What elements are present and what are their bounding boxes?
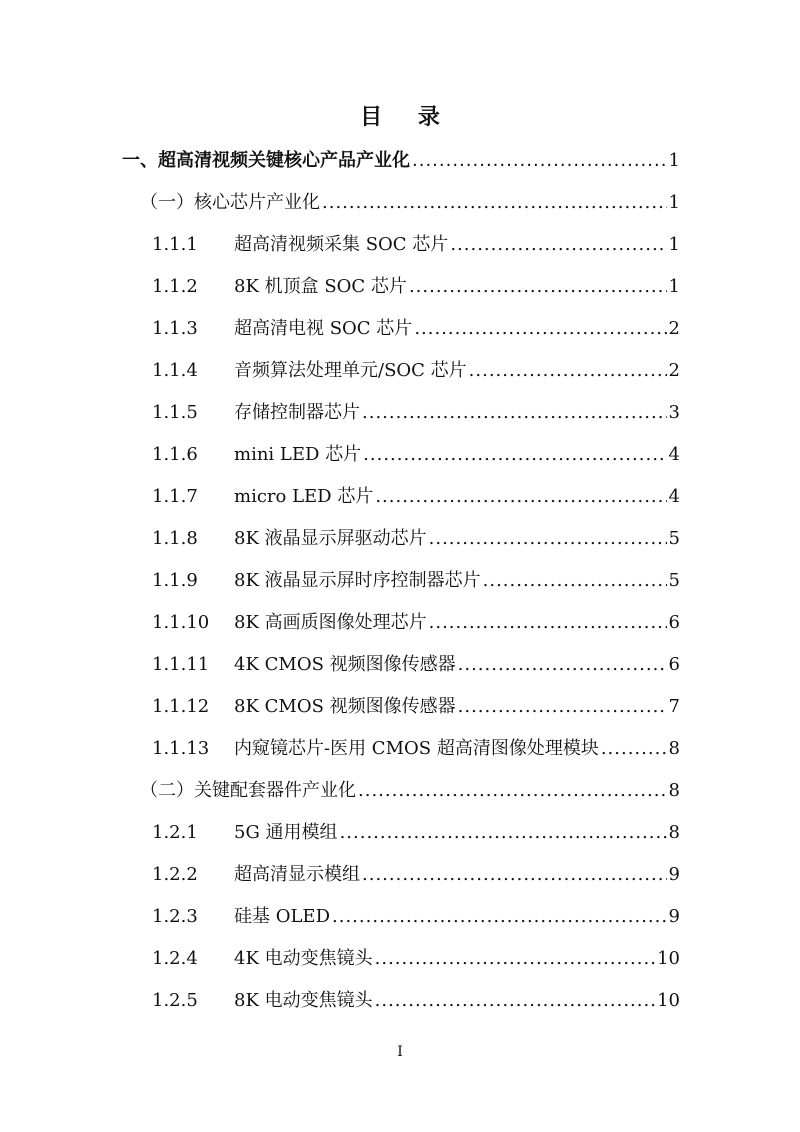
toc-entry-number: 1.2.3 xyxy=(152,906,198,927)
toc-entry-text: 音频算法处理单元/SOC 芯片 xyxy=(234,360,467,381)
toc-entry-number: 1.1.6 xyxy=(152,444,198,465)
leader-dots xyxy=(429,528,667,549)
toc-entry-text: （二）关键配套器件产业化 xyxy=(140,780,356,801)
toc-item[interactable] xyxy=(0,432,800,474)
toc-entry-number: 1.1.5 xyxy=(152,402,198,423)
toc-entry-number: 1.1.9 xyxy=(152,570,198,591)
toc-entry-page: 1 xyxy=(668,276,680,297)
leader-dots xyxy=(362,402,667,423)
toc-item[interactable] xyxy=(0,264,800,306)
toc-subsection-1[interactable] xyxy=(0,180,800,222)
toc-entry-text: 8K 机顶盒 SOC 芯片 xyxy=(234,276,407,297)
toc-item[interactable] xyxy=(0,222,800,264)
toc-entry-text: 超高清显示模组 xyxy=(234,864,360,885)
toc-entry-page: 9 xyxy=(668,864,680,885)
toc-item[interactable] xyxy=(0,600,800,642)
toc-entry-text: （一）核心芯片产业化 xyxy=(140,192,320,213)
page-title: 目 录 xyxy=(360,105,454,130)
toc-item[interactable] xyxy=(0,726,800,768)
leader-dots xyxy=(412,150,667,171)
toc-item[interactable] xyxy=(0,684,800,726)
toc-entry-number: 1.1.2 xyxy=(152,276,198,297)
toc-entry-page: 1 xyxy=(668,192,680,213)
leader-dots xyxy=(340,822,667,843)
toc-item[interactable] xyxy=(0,306,800,348)
toc-item[interactable] xyxy=(0,936,800,978)
toc-entry-text: micro LED 芯片 xyxy=(234,486,374,507)
toc-entry-page: 3 xyxy=(668,402,680,423)
toc-item[interactable] xyxy=(0,852,800,894)
toc-entry-page: 2 xyxy=(668,360,680,381)
toc-entry-page: 10 xyxy=(657,990,680,1011)
toc-entry-text: 5G 通用模组 xyxy=(234,822,338,843)
toc-entry-page: 1 xyxy=(668,234,680,255)
toc-entry-number: 1.1.13 xyxy=(152,738,210,759)
toc-entry-number: 1.1.10 xyxy=(152,612,210,633)
toc-entry-number: 1.1.3 xyxy=(152,318,198,339)
toc-entry-text: 硅基 OLED xyxy=(234,906,331,927)
toc-entry-number: 1.2.1 xyxy=(152,822,198,843)
toc-entry-text: 超高清电视 SOC 芯片 xyxy=(234,318,413,339)
toc-entry-number: 1.1.1 xyxy=(152,234,198,255)
toc-entry-number: 1.1.4 xyxy=(152,360,198,381)
toc-entry-text: 8K CMOS 视频图像传感器 xyxy=(234,696,456,717)
toc-entry-page: 6 xyxy=(668,654,680,675)
toc-item[interactable] xyxy=(0,474,800,516)
toc-entry-text: 一、超高清视频关键核心产品产业化 xyxy=(122,150,410,171)
toc-entry-page: 2 xyxy=(668,318,680,339)
toc-entry-number: 1.1.11 xyxy=(152,654,210,675)
toc-entry-number: 1.1.8 xyxy=(152,528,198,549)
toc-entry-text: 4K 电动变焦镜头 xyxy=(234,948,373,969)
toc-item[interactable] xyxy=(0,558,800,600)
toc-item[interactable] xyxy=(0,978,800,1020)
toc-entry-number: 1.2.4 xyxy=(152,948,198,969)
table-of-contents xyxy=(0,138,800,1020)
toc-entry-page: 8 xyxy=(668,822,680,843)
toc-entry-page: 9 xyxy=(668,906,680,927)
toc-entry-page: 5 xyxy=(668,528,680,549)
leader-dots xyxy=(429,612,667,633)
leader-dots xyxy=(362,864,667,885)
leader-dots xyxy=(458,696,667,717)
toc-item[interactable] xyxy=(0,810,800,852)
toc-item[interactable] xyxy=(0,348,800,390)
leader-dots xyxy=(375,990,655,1011)
leader-dots xyxy=(375,948,655,969)
toc-entry-text: 存储控制器芯片 xyxy=(234,402,360,423)
toc-entry-text: mini LED 芯片 xyxy=(234,444,362,465)
leader-dots xyxy=(375,486,666,507)
leader-dots xyxy=(322,192,667,213)
toc-entry-number: 1.1.12 xyxy=(152,696,210,717)
toc-entry-page: 8 xyxy=(668,780,680,801)
toc-entry-page: 10 xyxy=(657,948,680,969)
toc-subsection-2[interactable] xyxy=(0,768,800,810)
leader-dots xyxy=(469,360,667,381)
toc-entry-page: 8 xyxy=(668,738,680,759)
leader-dots xyxy=(458,654,667,675)
toc-entry-number: 1.2.2 xyxy=(152,864,198,885)
toc-entry-text: 8K 电动变焦镜头 xyxy=(234,990,373,1011)
toc-entry-text: 超高清视频采集 SOC 芯片 xyxy=(234,234,449,255)
toc-entry-number: 1.1.7 xyxy=(152,486,198,507)
leader-dots xyxy=(363,444,666,465)
leader-dots xyxy=(332,906,667,927)
toc-item[interactable] xyxy=(0,642,800,684)
toc-entry-page: 5 xyxy=(668,570,680,591)
toc-entry-page: 4 xyxy=(668,444,680,465)
toc-entry-page: 7 xyxy=(668,696,680,717)
toc-entry-text: 内窥镜芯片-医用 CMOS 超高清图像处理模块 xyxy=(234,738,599,759)
leader-dots xyxy=(409,276,667,297)
toc-entry-text: 8K 高画质图像处理芯片 xyxy=(234,612,427,633)
leader-dots xyxy=(358,780,667,801)
leader-dots xyxy=(601,738,667,759)
leader-dots xyxy=(414,318,666,339)
toc-entry-text: 8K 液晶显示屏驱动芯片 xyxy=(234,528,427,549)
toc-entry-page: 6 xyxy=(668,612,680,633)
toc-entry-text: 4K CMOS 视频图像传感器 xyxy=(234,654,456,675)
toc-section-1[interactable] xyxy=(0,138,800,180)
leader-dots xyxy=(483,570,667,591)
toc-item[interactable] xyxy=(0,894,800,936)
page-number-footer: I xyxy=(397,1044,403,1060)
leader-dots xyxy=(450,234,666,255)
toc-item[interactable] xyxy=(0,390,800,432)
toc-entry-page: 4 xyxy=(668,486,680,507)
toc-entry-text: 8K 液晶显示屏时序控制器芯片 xyxy=(234,570,481,591)
toc-entry-page: 1 xyxy=(668,150,680,171)
toc-item[interactable] xyxy=(0,516,800,558)
toc-entry-number: 1.2.5 xyxy=(152,990,198,1011)
